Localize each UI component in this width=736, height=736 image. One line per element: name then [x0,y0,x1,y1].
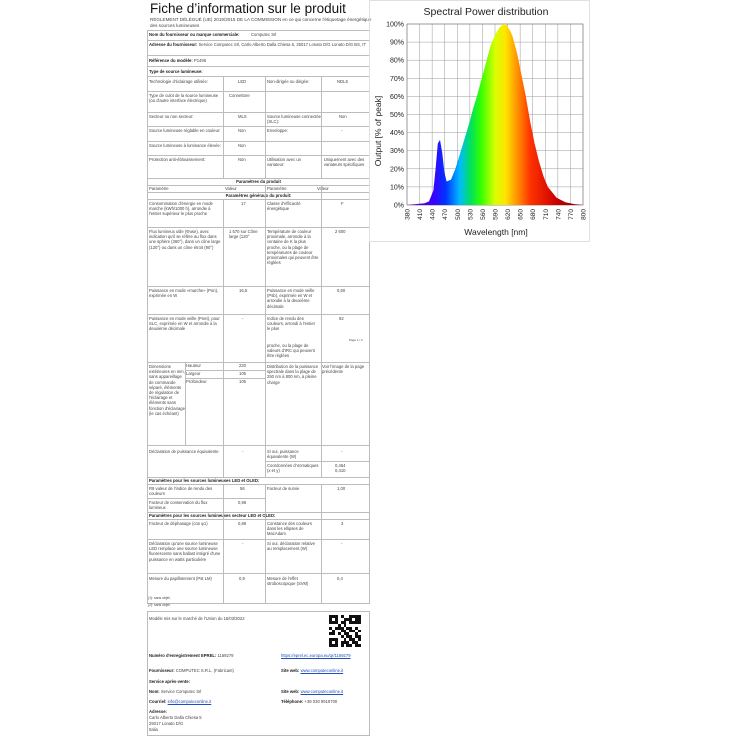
y-tick-label: 30% [389,148,404,156]
website-link[interactable]: www.computeconline.it [300,689,344,694]
qr-code-icon [329,615,361,647]
row-label: Déclaration qu'une source lumineuse LED remplace une source lumineuse fluorescente sans ballast intégré d'une puissance en watts particulière [149,541,221,562]
row-label: Température de couleur proximale, arrondie à la centaine de K la plus proche, ou la plage de températures de couleur proximales qui peuvent être réglées [267,229,319,266]
equiv2-value: - [341,449,343,454]
dim-name: Profondeur [186,379,207,384]
divider [147,573,370,574]
divider [147,66,370,67]
divider [147,519,370,520]
cri-continued: proche, ou la plage de valeurs d'IRC qui peuvent être réglées [267,343,315,359]
x-tick-label: 560 [479,209,487,220]
phone: Téléphone: +39 030 9919700 [281,699,338,704]
row-value: 3 [341,521,344,526]
row-value: Non [238,143,246,148]
chroma-value: 0,464 0,410 [335,463,346,474]
equiv-value: - [242,449,244,454]
divider [147,91,370,92]
mains-header: Paramètres pour les sources lumineuses secteur LED et OLED: [149,513,276,518]
row-value: - [242,316,244,321]
column-line [185,362,186,445]
x-tick-label: 800 [580,209,588,220]
row-label: Facteur de conservation du flux lumineux [149,500,208,511]
column-line [223,484,224,604]
spd-label: Distribution de la puissance spectrale dans la plage de 250 nm à 800 nm, à pleine charge [267,364,319,385]
row-value: 92 [339,316,344,321]
market-date: Modèle mis sur le marché de l'Union du 15/03/2022 [149,616,245,621]
divider [147,55,370,56]
chroma-label: Coordonnées chromatiques (x et y) [267,463,319,474]
x-tick-label: 740 [555,209,563,220]
x-tick-label: 620 [505,209,513,220]
row-label: Protection anti-éblouissement: [149,157,206,162]
x-tick-label: 410 [417,209,425,220]
dim-name: Hauteur [186,363,201,368]
row-value: NDLS [337,79,349,84]
equiv2-label: Si oui, puissance équivalente (W) [267,449,299,460]
dimensions-label: Dimensions extérieures en mm, sans appareillage de commande séparé, éléments de régulation de l'éclairage et éléments sans fonction d'éclairage (le cas échéant) [149,364,185,416]
row-value: MLS [238,114,247,119]
column-line [265,484,266,604]
column-line [321,76,322,178]
column-line [265,76,266,178]
divider [147,286,370,287]
divider [147,112,370,113]
row-label: Non-dirigée ou dirigée: [267,79,310,84]
y-tick-label: 40% [389,130,404,138]
spectral-chart-svg [370,1,591,243]
row-value: - [341,128,343,133]
column-line [321,484,322,604]
col-value-2: Valeur [317,186,329,191]
column-line [223,199,224,477]
row-label: Mesure du papillotement (Pst LM) [149,576,212,581]
y-tick-label: 20% [389,166,404,174]
row-value: LED [238,79,247,84]
address-label: Adresse: [149,709,167,714]
x-axis-label: Wavelength [nm] [464,227,528,237]
x-tick-label: 440 [429,209,437,220]
row-label: Source lumineuse connectée (SLC): [267,114,322,125]
doc-title: Fiche d’information sur le produit [150,1,346,16]
y-tick-label: 90% [389,39,404,47]
params-header: Paramètres du produit [236,179,281,184]
row-value: 0,50 [337,288,346,293]
divider [147,126,370,127]
y-tick-labels [386,22,404,210]
divider [265,461,370,462]
divider [147,314,370,315]
y-tick-label: 70% [389,75,404,83]
row-value: Uniquement avec des variateurs spécifiques [323,157,365,168]
row-label: Source lumineuse réglable en couleur: [149,128,221,133]
row-value: 0,9 [239,576,245,581]
page-mark: Page 1 / 2 [349,338,363,342]
note-1: (1): sans objet; [148,596,171,600]
website-1: Site web: www.computeconline.it [281,668,344,673]
y-axis-label: Output [% of peak] [373,95,383,167]
divider [147,40,370,41]
row-value: 0,4 [337,576,343,581]
x-tick-label: 380 [404,209,412,220]
row-value: 1,00 [337,486,346,491]
row-value: 1 570 sur Cône large (120° [229,229,258,240]
row-label: Enveloppe: [267,128,288,133]
divider [147,155,370,156]
row-value: 0,96 [238,500,247,505]
divider [147,539,370,540]
row-label: Flux lumineux utile (Φuse), avec indication qu'il se réfère au flux dans une sphère (360°), dans un cône large (120°) ou dans un cône étroit (90°) [149,229,221,250]
eprel-number: Numéro d'enregistrement EPREL: 1169279 [149,653,234,658]
row-value: 56 [240,486,245,491]
x-tick-label: 710 [542,209,550,220]
y-tick-label: 60% [389,93,404,101]
source-type-header: Type de source lumineuse: [149,69,203,74]
row-label: Secteur ou non secteur: [149,114,194,119]
y-tick-label: 100% [386,21,404,29]
dim-value: 105 [239,379,246,384]
equiv-label: Déclaration de puissance équivalente [149,449,219,454]
address-line: 25017 Lonato D/G [149,721,184,726]
row-label: Si oui, déclaration relative au remplacement (W) [267,541,315,552]
row-label: Facteur de survie [267,486,300,491]
divider [147,76,370,77]
general-header: Paramètres généraux du produit: [225,193,292,198]
x-tick-label: 650 [517,209,525,220]
col-param-1: Paramètre [149,186,169,191]
column-line [265,185,266,477]
x-tick-label: 470 [442,209,450,220]
spectral-power-chart [369,0,590,242]
model-reference: Référence du modèle: P1496 [149,58,207,63]
row-label: Puissance en mode veille (Psb), exprimée en W et arrondie à la deuxième décimale [267,288,315,309]
divider [147,199,370,200]
x-tick-label: 590 [492,209,500,220]
website-link[interactable]: www.computeconline.it [300,668,344,673]
divider [147,498,265,499]
row-value: 2 600 [335,229,346,234]
row-label: Facteur de déphasage (cos φ1) [149,521,208,526]
row-label: Indice de rendu des couleurs, arrondi à l'entier le plus [267,316,316,332]
service-name: Nom: Service Computec Srl [149,689,202,694]
note-2: (2): sans objet; [148,603,171,607]
divider [147,445,370,446]
divider [147,484,370,485]
row-label: Puissance en mode veille (Pnet), pour SLC, exprimée en W et arrondie à la deuxième décimale [149,316,220,332]
row-label: R9 valeur de l'indice de rendu des couleurs [149,486,213,497]
dim-name: Largeur [186,371,201,376]
product-information-sheet [143,0,372,736]
y-tick-label: 0% [393,202,404,210]
email: Courriel: info@computeconline.it [149,699,212,704]
column-line [223,76,224,178]
dim-value: 105 [239,371,246,376]
row-value: 16,5 [239,288,248,293]
x-tick-label: 680 [530,209,538,220]
x-tick-label: 500 [454,209,462,220]
row-value: Connettore [229,93,250,98]
column-line [321,185,322,477]
row-value: 0,89 [238,521,247,526]
row-label: Constance des couleurs dans les ellipses de MacAdam [267,521,312,537]
row-label: Type de culot de la source lumineuse (ou d'autre interface électrique) [149,93,219,104]
divider [147,227,370,228]
row-label: Utilisation avec un variateur: [267,157,301,168]
row-label: Mesure de l'effet stroboscopique (SVM) [267,576,309,587]
supplier-info: Fournisseur: COMPUTEC S.R.L. (Fabricant) [149,668,234,673]
led-header: Paramètres pour les sources lumineuses LED et OLED: [149,478,260,483]
supplier-address: Adresse du fournisseur: Service Computec Srl, Carlo Alberto Dalla Chiesa 5, 25017 Lonato D/G Lonato D/G BS, IT [149,42,366,47]
row-value: Non [238,157,246,162]
row-value: - [242,541,244,546]
row-label: Source lumineuse à luminance élevée: [149,143,221,148]
row-value: 17 [241,201,246,206]
address-line: Carlo Alberto Dalla Chiesa 5 [149,715,202,720]
col-param-2: Paramètre [267,186,287,191]
eprel-link[interactable]: https://eprel.ec.europa.eu/qr/1169279 [281,653,351,658]
row-value: Non [339,114,347,119]
website-2: Site web: www.computeconline.it [281,689,344,694]
dim-value: 220 [239,363,246,368]
y-tick-label: 80% [389,57,404,65]
supplier-name-label: Nom du fournisseur ou marque commerciale: [149,32,240,37]
row-label: Consommation d'énergie en mode marche (kWh/1000 h), arrondie à l'entier supérieur le plus proche [149,201,213,217]
row-label: Puissance en mode «marche» (Pon), exprimée en W [149,288,219,299]
x-tick-labels [405,209,588,220]
row-value: F [341,201,344,206]
row-value: Non [238,128,246,133]
row-label: Technologie d'éclairage utilisée: [149,79,208,84]
address-line: Italia [149,727,158,732]
spd-value: Voir l'image de la page précédente [322,364,365,375]
x-tick-label: 770 [567,209,575,220]
chart-title: Spectral Power distribution [423,6,549,18]
col-value-1: Valeur [225,186,237,191]
y-tick-label: 10% [389,184,404,192]
email-link[interactable]: info@computeconline.it [167,699,212,704]
row-label: Classe d'efficacité énergétique [267,201,301,212]
supplier-name-value: Computec Srl [251,32,277,37]
divider [147,141,370,142]
row-value: - [341,541,343,546]
after-sales-header: Service après-vente: [149,679,190,684]
y-tick-label: 50% [389,112,404,119]
doc-subtitle: RÈGLEMENT DÉLÉGUÉ (UE) 2019/2015 DE LA COMMISSION en ce qui concerne l'étiquetage énergétique des sources lumineuses [150,17,372,28]
x-tick-label: 530 [467,209,475,220]
